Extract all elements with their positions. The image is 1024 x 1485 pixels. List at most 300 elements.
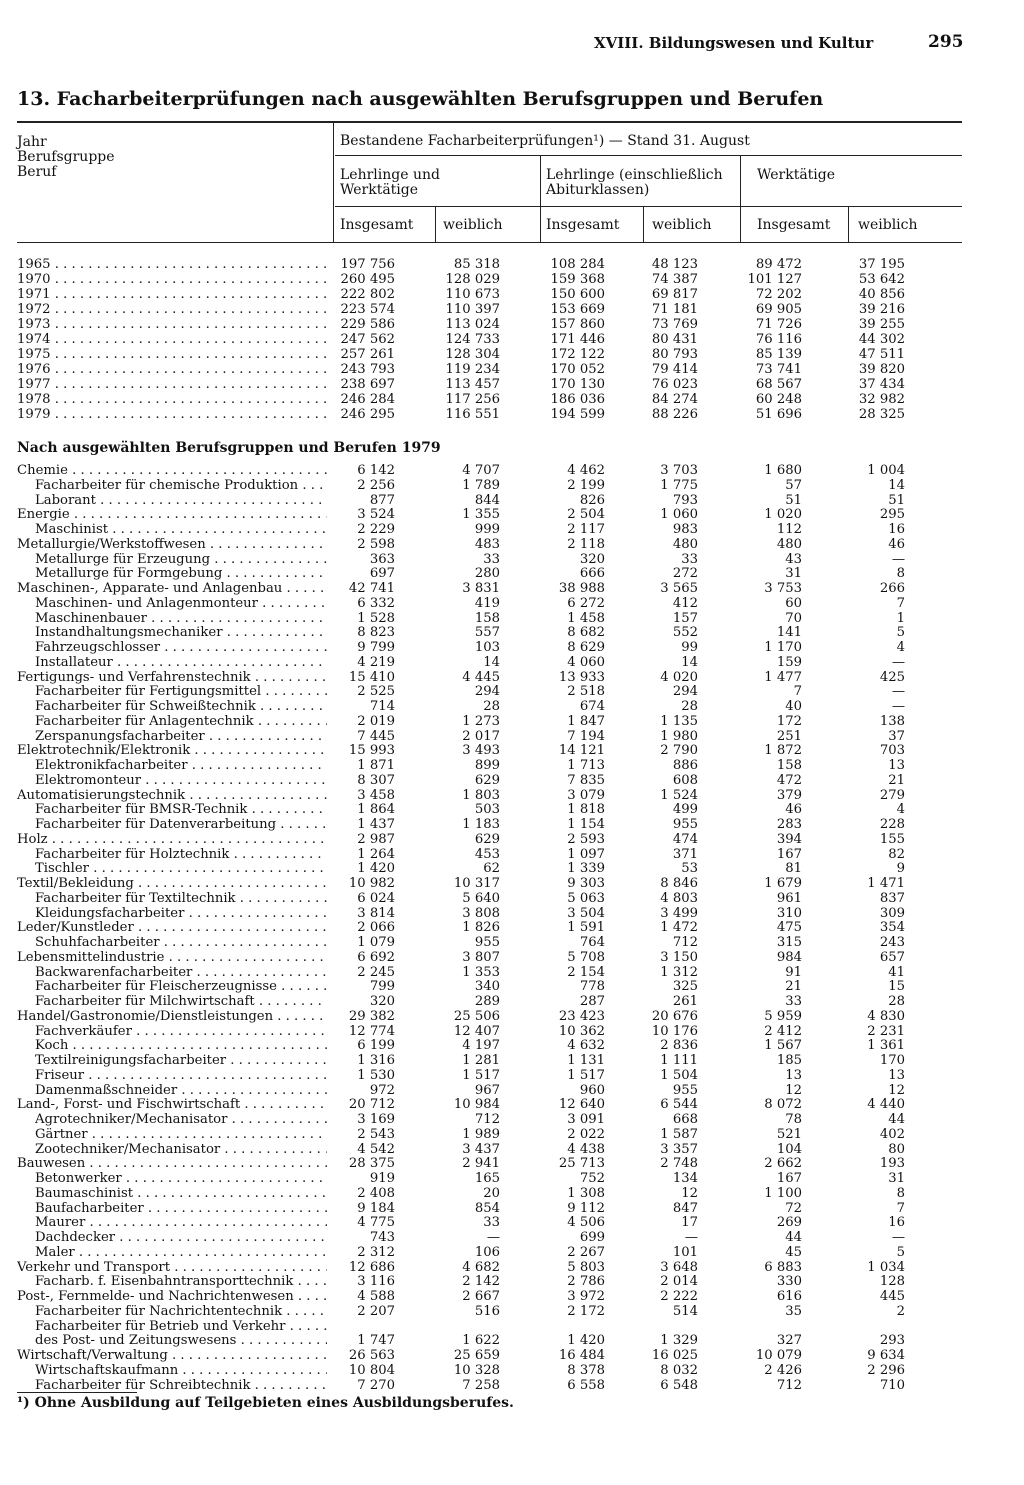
cell-workers-all: 8 072 (764, 1097, 802, 1113)
table-row (0, 920, 1024, 935)
row-label: Baumaschinist . . . (35, 1186, 327, 1201)
cell-apprentices-all: 7 194 (567, 728, 605, 744)
cell-workers-female: 4 440 (867, 1097, 905, 1113)
group-header-apprentices: Lehrlinge (einschließlich Abiturklassen) (546, 167, 723, 198)
cell-workers-all: 12 (785, 1082, 802, 1098)
cell-total-female: 854 (474, 1200, 500, 1216)
cell-workers-female: — (891, 551, 905, 567)
cell-total-all: 714 (369, 699, 395, 714)
cell-total-all: 1 530 (357, 1067, 395, 1083)
cell-total-all: 29 382 (348, 1008, 395, 1024)
cell-apprentices-female: 80 431 (651, 332, 698, 347)
column-header: weiblich (443, 217, 503, 233)
cell-apprentices-female: 48 123 (651, 257, 698, 272)
cell-workers-all: 141 (776, 625, 802, 641)
cell-total-female: 2 941 (462, 1156, 500, 1172)
cell-workers-all: 45 (785, 1244, 802, 1260)
column-divider (540, 156, 541, 242)
cell-workers-all: 1 679 (764, 876, 802, 891)
cell-workers-all: 3 753 (764, 581, 802, 596)
cell-total-female: 14 (483, 654, 500, 670)
cell-total-female: 113 457 (445, 377, 500, 392)
cell-total-female: 629 (474, 772, 500, 788)
table-row (0, 581, 1024, 596)
cell-total-female: 483 (474, 536, 500, 552)
cell-apprentices-female: 8 032 (660, 1362, 698, 1378)
column-divider (643, 207, 644, 242)
cell-total-all: 2 543 (357, 1126, 395, 1142)
cell-total-female: 3 437 (462, 1141, 500, 1157)
cell-workers-female: 39 255 (858, 317, 905, 332)
cell-workers-all: 1 477 (764, 669, 802, 685)
cell-total-female: 999 (474, 522, 500, 537)
table-row (0, 392, 1024, 407)
row-label: Facharbeiter für Schreibtechnik . . . (35, 1378, 327, 1393)
cell-apprentices-all: 13 933 (558, 669, 605, 685)
table-row (0, 1171, 1024, 1186)
table-row (0, 362, 1024, 377)
row-label: Bauwesen . . . (17, 1156, 327, 1171)
row-label: Installateur . . . (35, 655, 327, 670)
cell-apprentices-female: 14 (681, 654, 698, 670)
cell-workers-female: 243 (879, 935, 905, 950)
cell-apprentices-all: 778 (579, 979, 605, 995)
cell-workers-all: 33 (785, 994, 802, 1009)
cell-workers-all: 21 (785, 979, 802, 995)
cell-workers-female: — (891, 1230, 905, 1245)
row-label: Automatisierungstechnik . . . (17, 788, 327, 803)
cell-apprentices-all: 764 (579, 935, 605, 950)
footnote-rule (17, 1392, 137, 1393)
cell-apprentices-female: 1 775 (660, 477, 698, 493)
cell-total-all: 260 495 (340, 272, 395, 287)
cell-workers-all: 159 (776, 654, 802, 670)
cell-apprentices-all: 9 303 (567, 876, 605, 891)
running-head: XVIII. Bildungswesen und Kultur (594, 34, 874, 52)
cell-total-all: 9 799 (357, 640, 395, 655)
table-row (0, 625, 1024, 640)
footnote: ¹) Ohne Ausbildung auf Teilgebieten eines Ausbildungsberufes. (17, 1395, 514, 1411)
cell-apprentices-female: 88 226 (651, 407, 698, 422)
cell-workers-female: 425 (879, 669, 905, 685)
cell-apprentices-female: 3 357 (660, 1141, 698, 1157)
cell-apprentices-all: 1 154 (567, 817, 605, 832)
cell-total-all: 28 375 (348, 1156, 395, 1172)
cell-apprentices-female: 99 (681, 640, 698, 655)
cell-apprentices-all: 3 504 (567, 905, 605, 921)
cell-total-female: 1 826 (462, 920, 500, 936)
cell-apprentices-female: 134 (672, 1171, 698, 1186)
cell-workers-female: 4 (896, 640, 905, 655)
cell-total-all: 20 712 (348, 1097, 395, 1113)
cell-total-all: 10 982 (348, 876, 395, 891)
cell-total-female: 28 (483, 699, 500, 714)
cell-total-all: 2 408 (357, 1185, 395, 1201)
table-row (0, 317, 1024, 332)
spanner-header: Bestandene Facharbeiterprüfungen¹) — Stand 31. August (340, 133, 750, 149)
table-row (0, 714, 1024, 729)
cell-apprentices-all: 10 362 (558, 1023, 605, 1039)
table-row (0, 1363, 1024, 1378)
table-row (0, 1053, 1024, 1068)
cell-total-female: 106 (474, 1244, 500, 1260)
table-row (0, 493, 1024, 508)
row-label: Dachdecker . . . (35, 1230, 327, 1245)
cell-apprentices-female: 74 387 (651, 272, 698, 287)
cell-apprentices-female: 101 (672, 1244, 698, 1260)
cell-total-female: 119 234 (445, 362, 500, 377)
row-label: Maschinenbauer . . . (35, 611, 327, 626)
cell-apprentices-all: 4 506 (567, 1215, 605, 1231)
cell-total-female: 85 318 (453, 257, 500, 272)
cell-workers-female: 51 (888, 492, 905, 508)
cell-apprentices-all: 186 036 (550, 392, 605, 407)
table-row (0, 1097, 1024, 1112)
row-label: Backwarenfacharbeiter . . . (35, 965, 327, 980)
cell-apprentices-all: 752 (579, 1171, 605, 1186)
top-rule (17, 121, 962, 123)
cell-apprentices-all: 12 640 (558, 1097, 605, 1113)
table-row (0, 1038, 1024, 1053)
cell-workers-all: 5 959 (764, 1008, 802, 1024)
cell-apprentices-female: 261 (672, 994, 698, 1009)
cell-total-all: 1 528 (357, 610, 395, 626)
cell-workers-female: 28 325 (858, 407, 905, 422)
cell-total-all: 919 (369, 1171, 395, 1186)
cell-apprentices-all: 1 818 (567, 802, 605, 818)
cell-apprentices-all: 8 682 (567, 625, 605, 641)
cell-total-female: 128 029 (445, 272, 500, 287)
row-label: Facharbeiter für Milchwirtschaft . . . (35, 994, 327, 1009)
cell-total-female: 1 355 (462, 507, 500, 523)
cell-apprentices-all: 5 803 (567, 1259, 605, 1275)
cell-workers-female: 47 511 (858, 347, 905, 362)
cell-apprentices-female: 1 312 (660, 964, 698, 980)
column-divider (435, 207, 436, 242)
cell-apprentices-all: 38 988 (558, 581, 605, 596)
row-label: Elektromonteur . . . (35, 773, 327, 788)
cell-workers-all: 1 170 (764, 640, 802, 655)
cell-total-all: 2 312 (357, 1244, 395, 1260)
cell-workers-female: 80 (888, 1141, 905, 1157)
cell-total-female: 158 (474, 610, 500, 626)
cell-apprentices-female: 6 544 (660, 1097, 698, 1113)
row-label: Facharbeiter für Datenverarbeitung . . . (35, 817, 327, 832)
spanner-rule (335, 155, 962, 156)
cell-total-all: 2 019 (357, 713, 395, 729)
cell-apprentices-all: 2 117 (567, 522, 605, 537)
cell-apprentices-female: 2 222 (660, 1289, 698, 1304)
cell-workers-female: 7 (896, 1200, 905, 1216)
cell-workers-female: 5 (896, 1244, 905, 1260)
cell-workers-all: 1 872 (764, 743, 802, 759)
cell-workers-female: 31 (888, 1171, 905, 1186)
cell-total-all: 247 562 (340, 332, 395, 347)
cell-apprentices-all: 1 847 (567, 713, 605, 729)
cell-total-all: 6 692 (357, 949, 395, 965)
cell-apprentices-all: 2 022 (567, 1126, 605, 1142)
cell-apprentices-all: 8 378 (567, 1362, 605, 1378)
cell-total-female: 2 667 (462, 1289, 500, 1304)
cell-workers-all: 91 (785, 964, 802, 980)
row-label: 1972 . . . (17, 302, 327, 317)
cell-apprentices-female: 272 (672, 566, 698, 582)
table-row (0, 684, 1024, 699)
cell-apprentices-all: 159 368 (550, 272, 605, 287)
cell-apprentices-all: 8 629 (567, 640, 605, 655)
cell-apprentices-all: 5 708 (567, 949, 605, 965)
cell-total-female: 2 017 (462, 728, 500, 744)
cell-workers-female: — (891, 699, 905, 714)
cell-total-female: 844 (474, 492, 500, 508)
cell-workers-all: 1 680 (764, 463, 802, 478)
cell-total-all: 6 199 (357, 1038, 395, 1054)
cell-workers-all: 185 (776, 1053, 802, 1068)
cell-total-female: 12 407 (453, 1023, 500, 1039)
cell-workers-female: 8 (896, 1185, 905, 1201)
cell-workers-female: 28 (888, 994, 905, 1009)
cell-apprentices-all: 3 972 (567, 1289, 605, 1304)
cell-workers-female: 8 (896, 566, 905, 582)
table-row (0, 699, 1024, 714)
cell-workers-all: 85 139 (755, 347, 802, 362)
cell-apprentices-all: 674 (579, 699, 605, 714)
cell-total-all: 2 525 (357, 684, 395, 700)
cell-workers-female: 16 (888, 522, 905, 537)
cell-workers-female: 9 (896, 861, 905, 877)
table-title: 13. Facharbeiterprüfungen nach ausgewählten Berufsgruppen und Berufen (17, 88, 824, 110)
table-row (0, 994, 1024, 1009)
row-label: 1970 . . . (17, 272, 327, 287)
page-number: 295 (928, 32, 964, 52)
table-row (0, 906, 1024, 921)
cell-workers-female: 16 (888, 1215, 905, 1231)
cell-apprentices-female: 157 (672, 610, 698, 626)
row-label: Schuhfacharbeiter . . . (35, 935, 327, 950)
cell-total-all: 4 219 (357, 654, 395, 670)
cell-workers-all: 44 (785, 1230, 802, 1245)
row-label: des Post- und Zeitungswesens . . . (35, 1333, 327, 1348)
cell-total-all: 2 598 (357, 536, 395, 552)
cell-apprentices-female: 6 548 (660, 1377, 698, 1393)
cell-workers-female: 41 (888, 964, 905, 980)
cell-workers-female: 193 (879, 1156, 905, 1172)
cell-apprentices-female: 79 414 (651, 362, 698, 377)
cell-total-all: 26 563 (348, 1348, 395, 1363)
cell-total-all: 4 542 (357, 1141, 395, 1157)
cell-apprentices-all: 25 713 (558, 1156, 605, 1172)
cell-apprentices-all: 1 097 (567, 846, 605, 862)
cell-apprentices-all: 320 (579, 551, 605, 567)
cell-apprentices-all: 3 079 (567, 787, 605, 803)
cell-apprentices-female: 1 980 (660, 728, 698, 744)
cell-apprentices-female: 84 274 (651, 392, 698, 407)
cell-total-all: 12 686 (348, 1259, 395, 1275)
cell-total-all: 697 (369, 566, 395, 582)
cell-total-all: 3 169 (357, 1112, 395, 1127)
row-label: Metallurge für Erzeugung . . . (35, 552, 327, 567)
cell-apprentices-female: 16 025 (651, 1348, 698, 1363)
row-label: Koch . . . (35, 1038, 327, 1053)
cell-workers-all: 46 (785, 802, 802, 818)
table-row (0, 655, 1024, 670)
cell-apprentices-all: 4 060 (567, 654, 605, 670)
cell-total-all: 320 (369, 994, 395, 1009)
cell-apprentices-female: 847 (672, 1200, 698, 1216)
cell-apprentices-all: 1 339 (567, 861, 605, 877)
cell-total-all: 1 437 (357, 817, 395, 832)
cell-total-all: 972 (369, 1082, 395, 1098)
cell-total-all: 7 445 (357, 728, 395, 744)
cell-workers-female: 138 (879, 713, 905, 729)
cell-apprentices-all: 171 446 (550, 332, 605, 347)
cell-apprentices-female: 2 014 (660, 1274, 698, 1290)
cell-apprentices-all: 194 599 (550, 407, 605, 422)
cell-total-all: 223 574 (340, 302, 395, 317)
row-label: Baufacharbeiter . . . (35, 1201, 327, 1216)
cell-workers-all: 72 (785, 1200, 802, 1216)
cell-total-all: 246 295 (340, 407, 395, 422)
table-row (0, 522, 1024, 537)
cell-total-all: 229 586 (340, 317, 395, 332)
table-row (0, 1186, 1024, 1201)
cell-total-all: 3 814 (357, 905, 395, 921)
table-row (0, 537, 1024, 552)
cell-workers-all: 40 (785, 699, 802, 714)
table-row (0, 332, 1024, 347)
cell-workers-female: 40 856 (858, 287, 905, 302)
cell-total-female: 62 (483, 861, 500, 877)
cell-workers-female: 37 434 (858, 377, 905, 392)
cell-total-all: 2 066 (357, 920, 395, 936)
cell-total-female: 116 551 (445, 407, 500, 422)
table-row (0, 1274, 1024, 1289)
cell-total-female: 110 397 (445, 302, 500, 317)
cell-total-female: 20 (483, 1185, 500, 1201)
cell-workers-female: 4 830 (867, 1008, 905, 1024)
cell-workers-female: 14 (888, 477, 905, 493)
cell-total-all: 7 270 (357, 1377, 395, 1393)
stub-header (17, 135, 197, 180)
cell-apprentices-all: 2 593 (567, 831, 605, 847)
row-label: Facharbeiter für Betrieb und Verkehr . . . (35, 1319, 327, 1334)
cell-workers-female: 2 (896, 1303, 905, 1319)
cell-apprentices-all: 2 267 (567, 1244, 605, 1260)
cell-workers-all: 1 100 (764, 1185, 802, 1201)
cell-workers-all: 327 (776, 1333, 802, 1349)
table-row (0, 407, 1024, 422)
row-label: Facharb. f. Eisenbahntransporttechnik . . . (35, 1274, 327, 1289)
cell-apprentices-female: 412 (672, 595, 698, 611)
cell-workers-female: 13 (888, 758, 905, 773)
cell-total-female: 7 258 (462, 1377, 500, 1393)
row-label: Laborant . . . (35, 493, 327, 508)
cell-workers-female: 46 (888, 536, 905, 552)
row-label: Maurer . . . (35, 1215, 327, 1230)
cell-total-female: 1 622 (462, 1333, 500, 1349)
row-label: Metallurge für Formgebung . . . (35, 566, 327, 581)
cell-workers-female: 32 982 (858, 392, 905, 407)
table-row (0, 1142, 1024, 1157)
cell-workers-female: 1 471 (867, 876, 905, 891)
cell-total-all: 2 245 (357, 964, 395, 980)
cell-apprentices-all: 4 438 (567, 1141, 605, 1157)
row-label: Lebensmittelindustrie . . . (17, 950, 327, 965)
cell-workers-all: 81 (785, 861, 802, 877)
cell-workers-all: 1 020 (764, 507, 802, 523)
cell-apprentices-all: 699 (579, 1230, 605, 1245)
cell-apprentices-all: 170 052 (550, 362, 605, 377)
cell-apprentices-all: 1 458 (567, 610, 605, 626)
cell-total-female: 280 (474, 566, 500, 582)
cell-workers-all: 60 (785, 595, 802, 611)
table-row (0, 832, 1024, 847)
cell-apprentices-all: 4 462 (567, 463, 605, 478)
cell-workers-all: 51 696 (755, 407, 802, 422)
cell-apprentices-all: 5 063 (567, 890, 605, 906)
row-label: Land-, Forst- und Fischwirtschaft . . . (17, 1097, 327, 1112)
table-row (0, 611, 1024, 626)
cell-workers-all: 51 (785, 492, 802, 508)
cell-total-female: 33 (483, 1215, 500, 1231)
cell-workers-all: 961 (776, 890, 802, 906)
cell-total-female: 2 142 (462, 1274, 500, 1290)
cell-workers-all: 394 (776, 831, 802, 847)
cell-total-all: 1 864 (357, 802, 395, 818)
cell-workers-all: 315 (776, 935, 802, 950)
row-label: Instandhaltungsmechaniker . . . (35, 625, 327, 640)
cell-workers-female: 4 (896, 802, 905, 818)
cell-total-all: 238 697 (340, 377, 395, 392)
row-label: Metallurgie/Werkstoffwesen . . . (17, 537, 327, 552)
cell-workers-female: 170 (879, 1053, 905, 1068)
cell-total-female: 340 (474, 979, 500, 995)
cell-workers-female: 21 (888, 772, 905, 788)
cell-workers-all: 101 127 (747, 272, 802, 287)
cell-apprentices-female: 955 (672, 817, 698, 832)
cell-total-all: 363 (369, 551, 395, 567)
cell-workers-all: 2 426 (764, 1362, 802, 1378)
cell-apprentices-female: 3 703 (660, 463, 698, 478)
cell-workers-female: 39 820 (858, 362, 905, 377)
cell-total-all: 4 588 (357, 1289, 395, 1304)
row-label: 1965 . . . (17, 257, 327, 272)
cell-apprentices-female: 3 565 (660, 581, 698, 596)
cell-workers-female: 155 (879, 831, 905, 847)
row-label: 1978 . . . (17, 392, 327, 407)
row-label: Zootechniker/Mechanisator . . . (35, 1142, 327, 1157)
cell-apprentices-all: 826 (579, 492, 605, 508)
cell-workers-all: 475 (776, 920, 802, 936)
cell-apprentices-female: 1 111 (660, 1053, 698, 1068)
cell-workers-female: 9 634 (867, 1348, 905, 1363)
cell-workers-all: 251 (776, 728, 802, 744)
table-row (0, 287, 1024, 302)
table-row (0, 1215, 1024, 1230)
row-label: Energie . . . (17, 507, 327, 522)
cell-total-all: 1 747 (357, 1333, 395, 1349)
cell-workers-all: 472 (776, 772, 802, 788)
cell-apprentices-all: 16 484 (558, 1348, 605, 1363)
cell-apprentices-female: 2 790 (660, 743, 698, 759)
cell-apprentices-female: 983 (672, 522, 698, 537)
cell-apprentices-all: 2 172 (567, 1303, 605, 1319)
cell-total-all: 1 871 (357, 758, 395, 773)
cell-apprentices-female: 514 (672, 1303, 698, 1319)
column-divider (333, 123, 334, 242)
cell-total-female: 1 353 (462, 964, 500, 980)
cell-workers-all: 521 (776, 1126, 802, 1142)
